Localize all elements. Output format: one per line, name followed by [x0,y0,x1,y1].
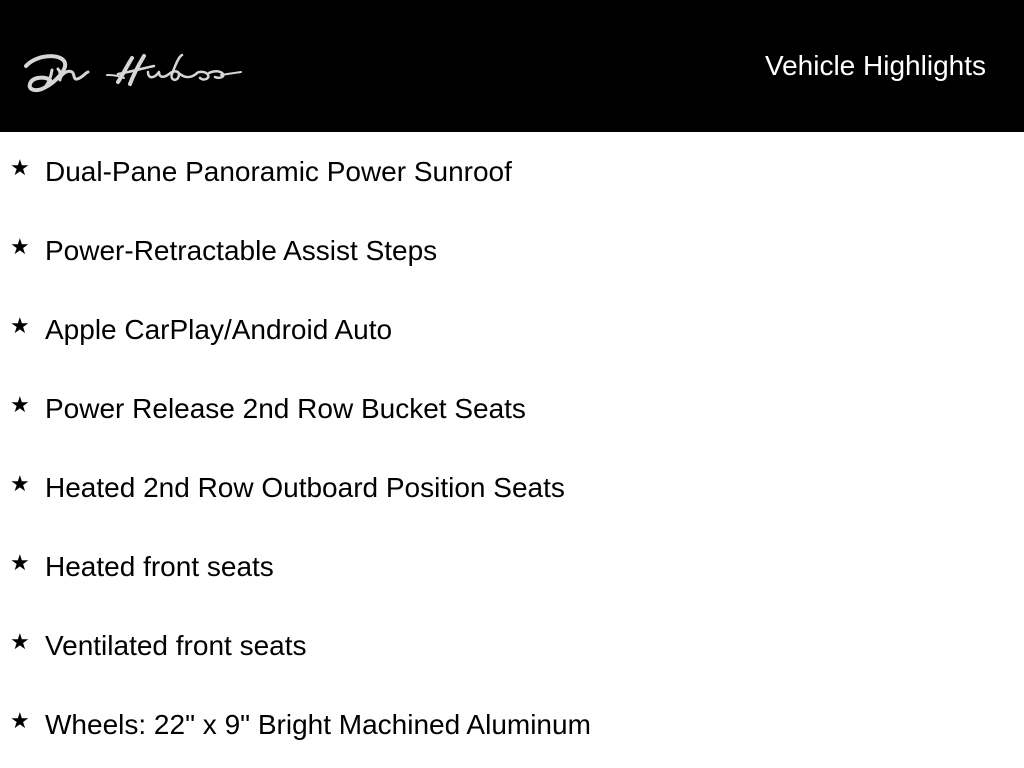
list-item [0,685,1024,764]
highlight-label: Heated 2nd Row Outboard Position Seats [45,472,565,503]
vehicle-highlights-list [0,132,1024,764]
highlight-label: Power Release 2nd Row Bucket Seats [45,393,526,424]
list-item [0,448,1024,527]
highlight-label: Heated front seats [45,551,274,582]
star-icon: ★ [10,550,30,575]
star-icon: ★ [10,629,30,654]
highlight-label: Ventilated front seats [45,630,307,661]
page-title: Vehicle Highlights [764,50,986,81]
list-item [0,290,1024,369]
list-item [0,369,1024,448]
list-item [0,606,1024,685]
highlight-label: Dual-Pane Panoramic Power Sunroof [45,156,512,187]
star-icon: ★ [10,234,30,259]
list-item [0,132,1024,211]
highlight-label: Apple CarPlay/Android Auto [45,314,393,345]
star-icon: ★ [10,708,30,733]
star-icon: ★ [10,313,30,338]
page-header [0,0,1024,132]
highlight-label: Wheels: 22" x 9" Bright Machined Aluminum [45,709,591,740]
highlight-label: Power-Retractable Assist Steps [45,235,438,266]
jim-hudson-signature-logo [22,46,244,98]
star-icon: ★ [10,155,30,180]
list-item [0,211,1024,290]
star-icon: ★ [10,392,30,417]
star-icon: ★ [10,471,30,496]
list-item [0,527,1024,606]
